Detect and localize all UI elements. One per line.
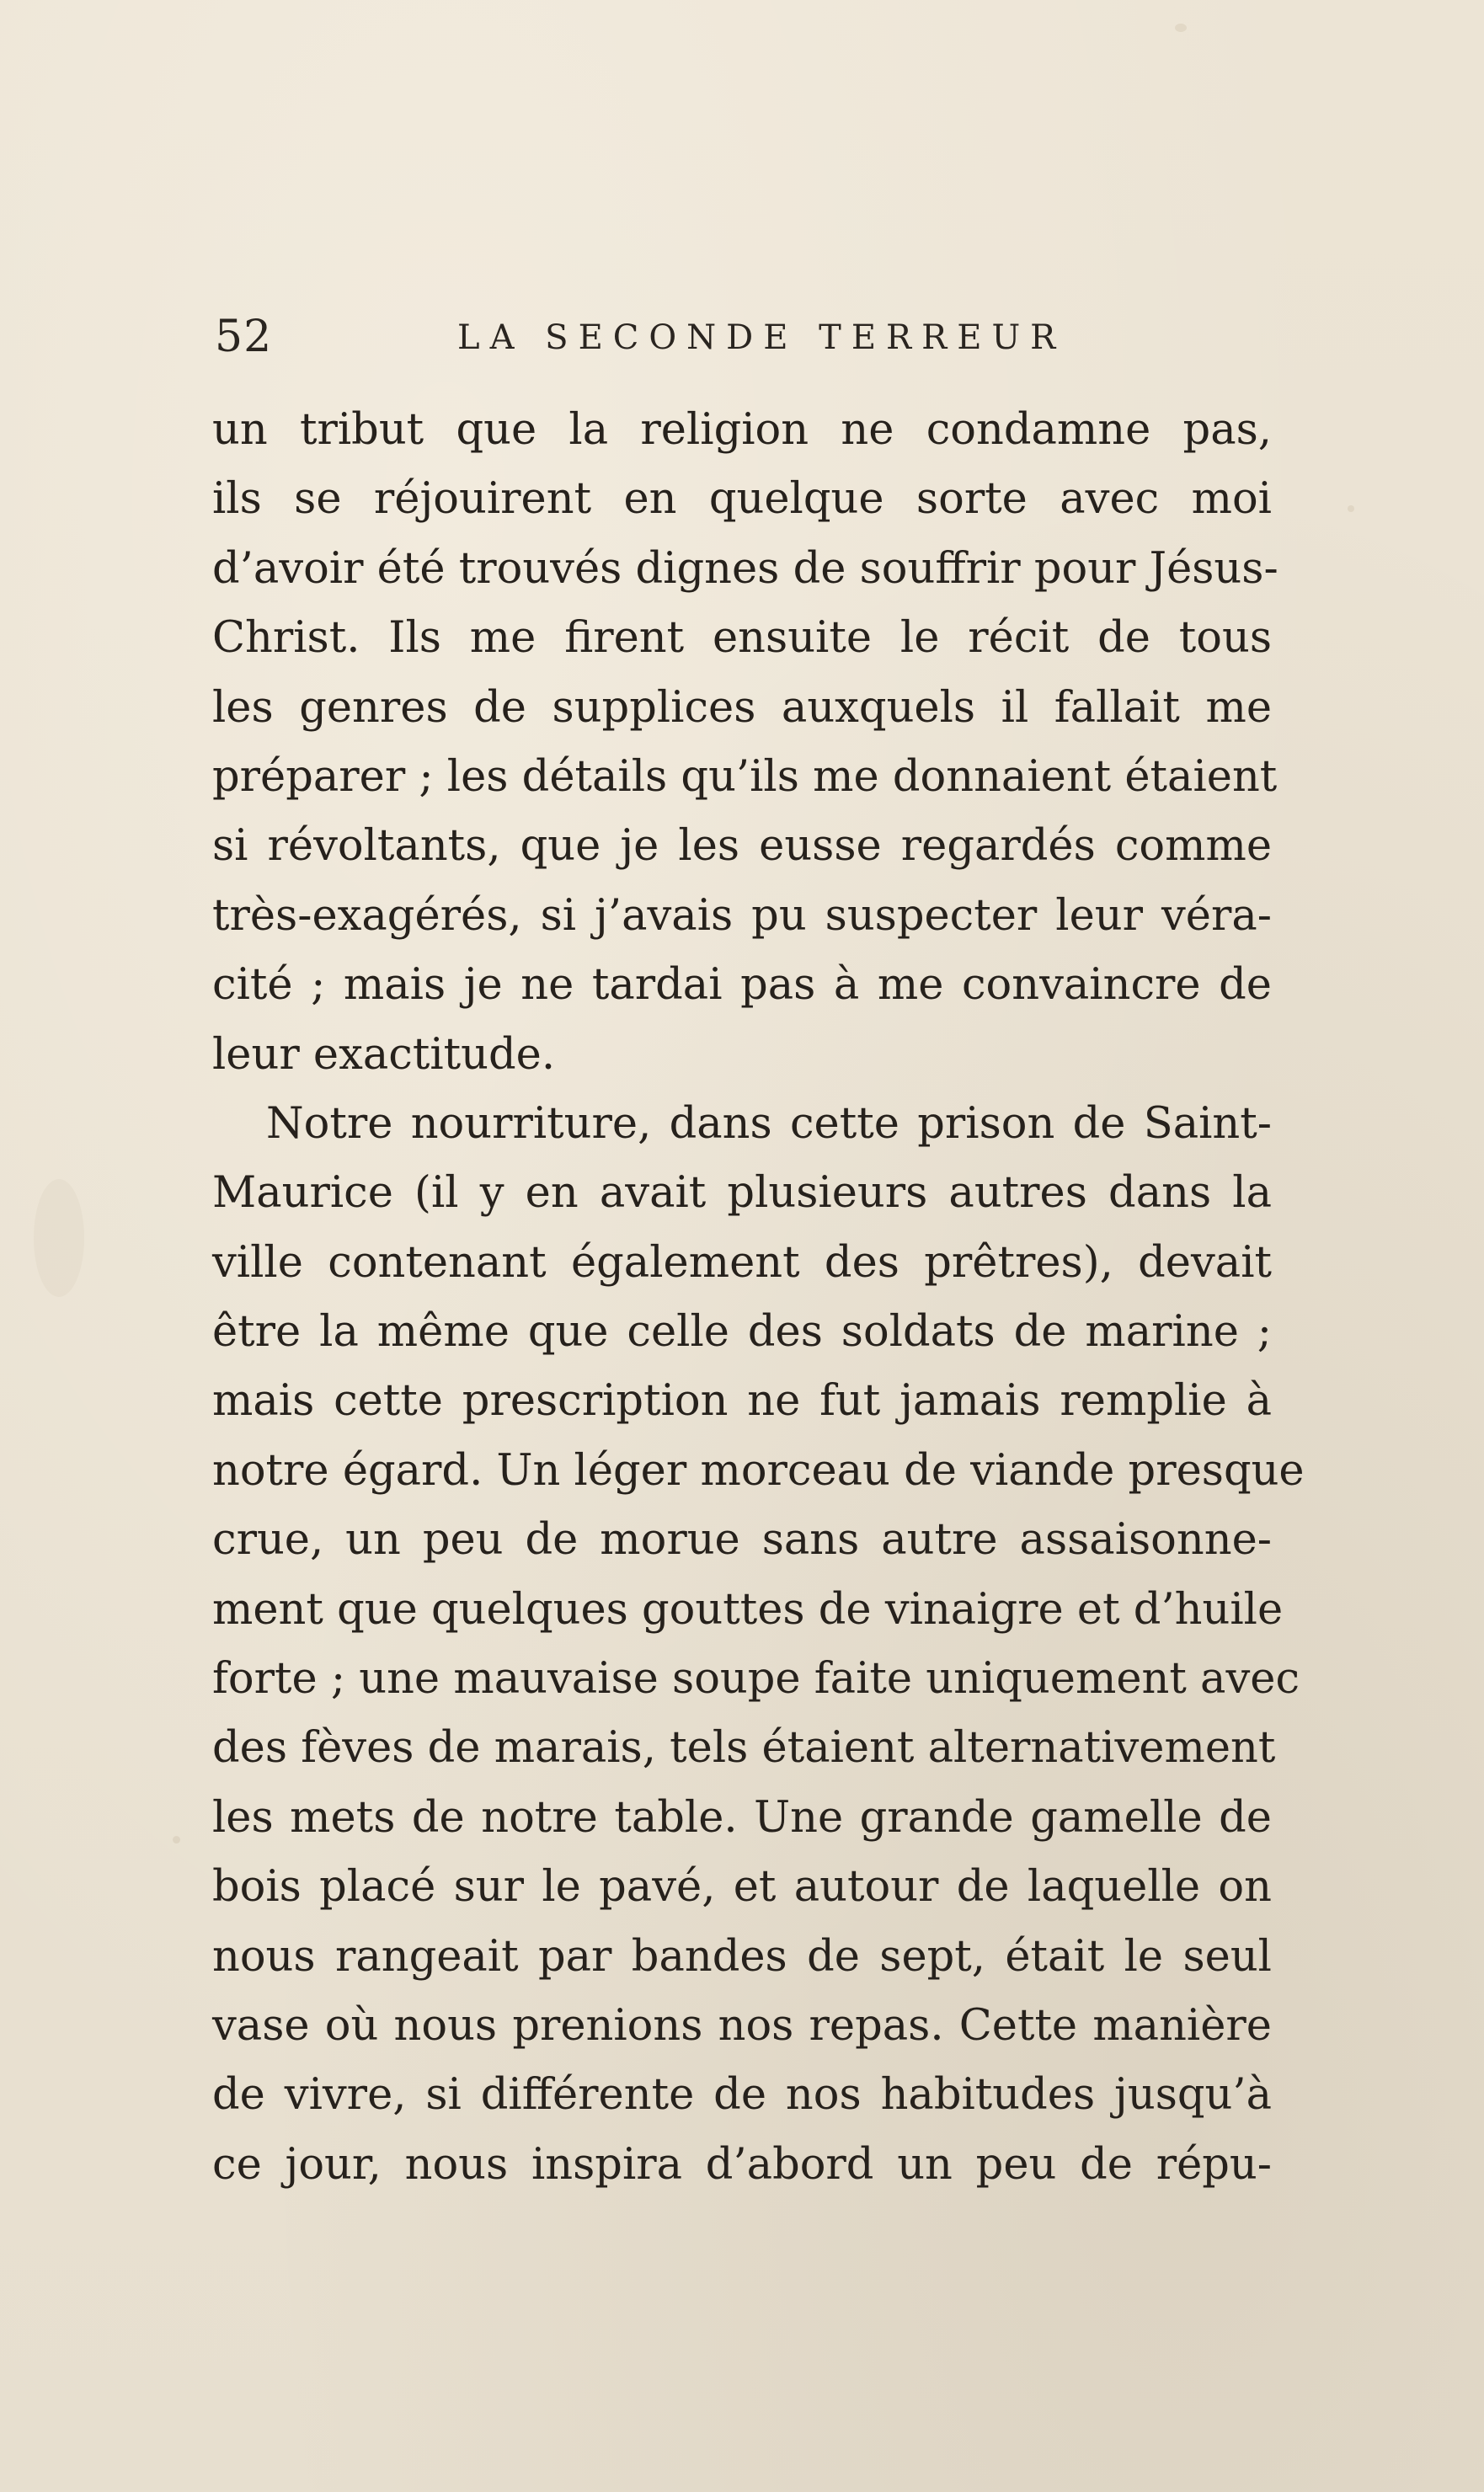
text-line: crue, un peu de morue sans autre assaisonne- — [212, 1515, 1272, 1566]
page-number: 52 — [215, 312, 273, 362]
text-line: nous rangeait par bandes de sept, était le seul — [212, 1931, 1272, 1982]
text-line: un tribut que la religion ne condamne pas, — [212, 405, 1272, 455]
text-line: être la même que celle des soldats de marine ; — [212, 1307, 1272, 1358]
text-line: Maurice (il y en avait plusieurs autres dans la — [212, 1168, 1272, 1219]
text-line: ils se réjouirent en quelque sorte avec moi — [212, 474, 1272, 525]
paper-spot — [173, 1836, 180, 1844]
body-text — [212, 396, 1305, 2200]
text-line: mais cette prescription ne fut jamais remplie à — [212, 1376, 1272, 1427]
paper-stain — [34, 1179, 84, 1297]
text-line: forte ; une mauvaise soupe faite uniquement avec — [212, 1654, 1300, 1705]
text-line: Christ. Ils me firent ensuite le récit de tous — [212, 613, 1272, 664]
text-line: bois placé sur le pavé, et autour de laquelle on — [212, 1862, 1272, 1913]
text-line: d’avoir été trouvés dignes de souffrir pour Jésus- — [212, 543, 1278, 594]
text-line: cité ; mais je ne tardai pas à me convaincre de — [212, 960, 1272, 1011]
paragraph-start-line: Notre nourriture, dans cette prison de Saint- — [266, 1098, 1272, 1149]
text-line: de vivre, si différente de nos habitudes jusqu’à — [212, 2070, 1272, 2121]
text-line: si révoltants, que je les eusse regardés comme — [212, 821, 1272, 872]
text-line: ment que quelques gouttes de vinaigre et d’huile — [212, 1584, 1284, 1635]
paper-spot — [1175, 24, 1187, 32]
text-line: très-exagérés, si j’avais pu suspecter leur véra- — [212, 890, 1272, 941]
text-line: les mets de notre table. Une grande gamelle de — [212, 1792, 1272, 1843]
text-line: préparer ; les détails qu’ils me donnaient étaient — [212, 751, 1278, 802]
page-header — [215, 312, 1276, 371]
text-line: notre égard. Un léger morceau de viande presque — [212, 1445, 1305, 1496]
running-title: LA SECONDE TERREUR — [457, 318, 1066, 357]
paper-spot — [1348, 505, 1354, 512]
text-line: ville contenant également des prêtres), devait — [212, 1237, 1272, 1288]
paragraph-end-line: leur exactitude. — [212, 1029, 556, 1080]
text-line: des fèves de marais, tels étaient alternativement — [212, 1723, 1276, 1774]
text-line: vase où nous prenions nos repas. Cette manière — [212, 2000, 1272, 2051]
text-line: les genres de supplices auxquels il fallait me — [212, 682, 1272, 733]
text-line: ce jour, nous inspira d’abord un peu de répu- — [212, 2139, 1272, 2190]
